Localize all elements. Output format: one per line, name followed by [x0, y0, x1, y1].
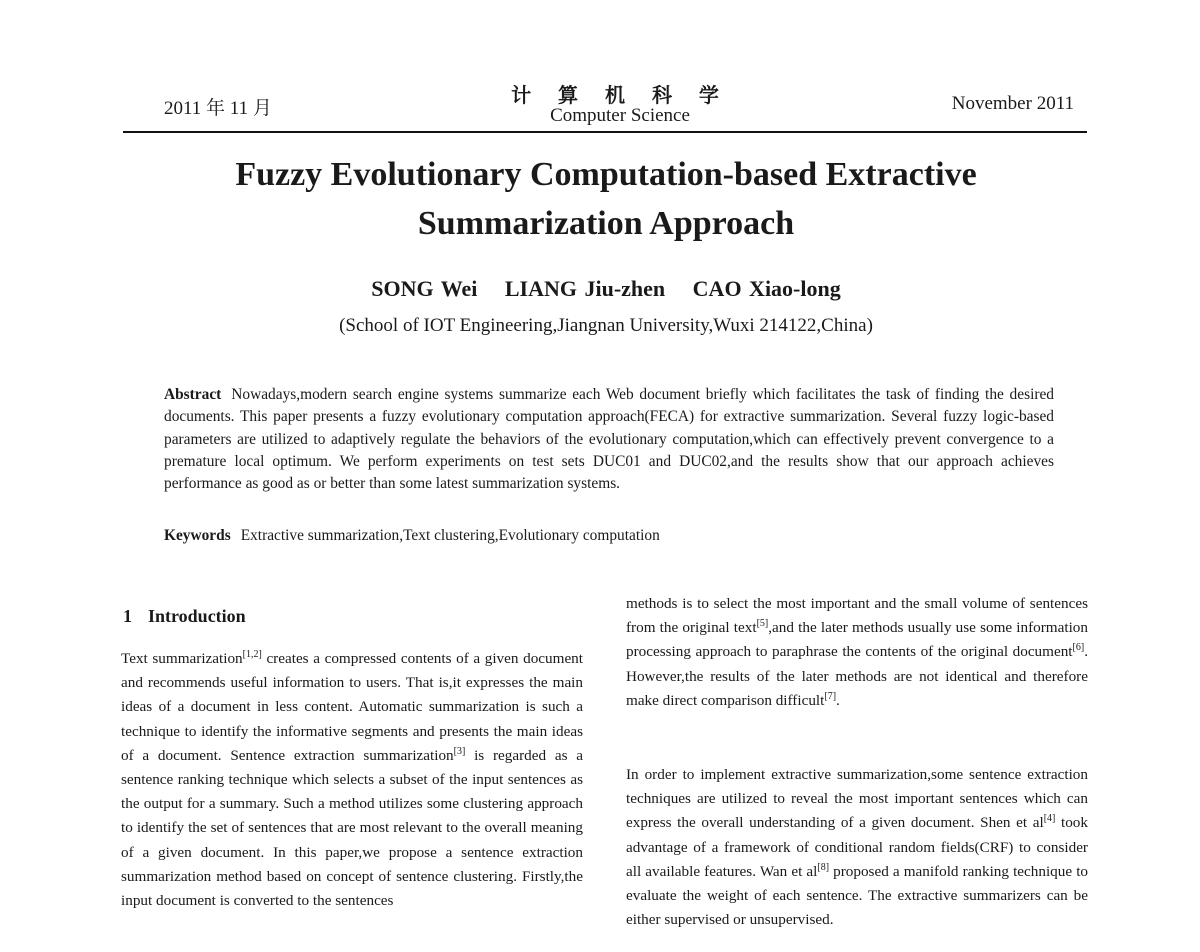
paper-title-line-1: Fuzzy Evolutionary Computation-based Extractive [235, 156, 977, 193]
citation: [5] [756, 618, 769, 630]
body-text: creates a compressed contents of a given document and recommends useful information to users. That is,it expresses the main ideas of a document in less content. Automatic summarization is such a technique to identify the informative segments and presents the main ideas of a document. Sentence extraction summarization [121, 650, 583, 764]
header-date-en: November 2011 [951, 93, 1074, 114]
citation: [3] [453, 745, 466, 757]
body-paragraph-right-2 [626, 763, 1088, 932]
journal-name-cn: 计 算 机 科 学 [511, 83, 729, 107]
keywords-text: Extractive summarization,Text clustering,Evolutionary computation [240, 527, 660, 544]
abstract-text: Nowadays,modern search engine systems summarize each Web document briefly which facilitates the task of finding the desired documents. This paper presents a fuzzy evolutionary computation approach(FECA) for extractive summarization. Several fuzzy logic-based parameters are utilized to adaptively regulate the behaviors of the evolutionary computation,which can effectively prevent convergence to a premature local optimum. We perform experiments on test sets DUC01 and DUC02,and the results show that our approach achieves performance as good as or better than some latest summarization systems. [164, 386, 1054, 493]
section-title: Introduction [148, 606, 246, 626]
citation: [8] [817, 861, 830, 873]
citation: [6] [1072, 642, 1085, 654]
body-text: . However,the results of the later methods are not identical and therefore make direct comparison difficult [626, 643, 1088, 709]
keywords [164, 525, 1054, 547]
body-text: took advantage of a framework of conditional random fields(CRF) to consider all available features. Wan et al [626, 814, 1088, 880]
body-text: . [836, 691, 840, 709]
citation: [1,2] [242, 648, 262, 660]
author-name: CAO Xiao-long [692, 276, 841, 301]
paper-title [120, 150, 1092, 248]
author-name: SONG Wei [371, 276, 478, 301]
citation: [7] [824, 690, 837, 702]
header-divider [123, 131, 1087, 133]
header-date-cn: 2011 年 11 月 [164, 98, 272, 119]
abstract [164, 384, 1054, 495]
abstract-label: Abstract [164, 386, 222, 403]
author-list [120, 276, 1092, 302]
journal-name-en: Computer Science [550, 105, 690, 126]
body-text: In order to implement extractive summarization,some sentence extraction techniques are utilized to reveal the most important sentences which can express the overall understanding of a given document. Shen et al [626, 766, 1088, 832]
body-text: ,and the later methods usually use some information processing approach to paraphrase the contents of the original document [626, 619, 1088, 661]
author-name: LIANG Jiu-zhen [504, 276, 666, 301]
body-text: proposed a manifold ranking technique to evaluate the weight of each sentence. The extractive summarizers can be either supervised or unsupervised. [626, 862, 1089, 929]
section-heading-introduction [123, 606, 246, 627]
paper-title-line-2: Summarization Approach [417, 205, 795, 242]
body-paragraph-right-1 [626, 592, 1088, 713]
body-text: is regarded as a sentence ranking technique which selects a subset of the input sentences as the output for a summary. Such a method utilizes some clustering approach to identify the set of sentences that are most relevant to the overall meaning of a given document. In this paper,we propose a sentence extraction summarization method based on concept of sentence clustering. Firstly,the input document is converted to the sentences [121, 746, 583, 910]
body-text: Text summarization [121, 650, 243, 667]
section-number: 1 [123, 606, 132, 626]
body-text: methods is to select the most important and the small volume of sentences from the original text [626, 595, 1088, 637]
journal-name [470, 84, 770, 127]
affiliation: (School of IOT Engineering,Jiangnan University,Wuxi 214122,China) [339, 315, 873, 336]
keywords-label: Keywords [164, 527, 231, 544]
body-paragraph-left-1 [121, 647, 583, 913]
citation: [4] [1043, 813, 1056, 825]
